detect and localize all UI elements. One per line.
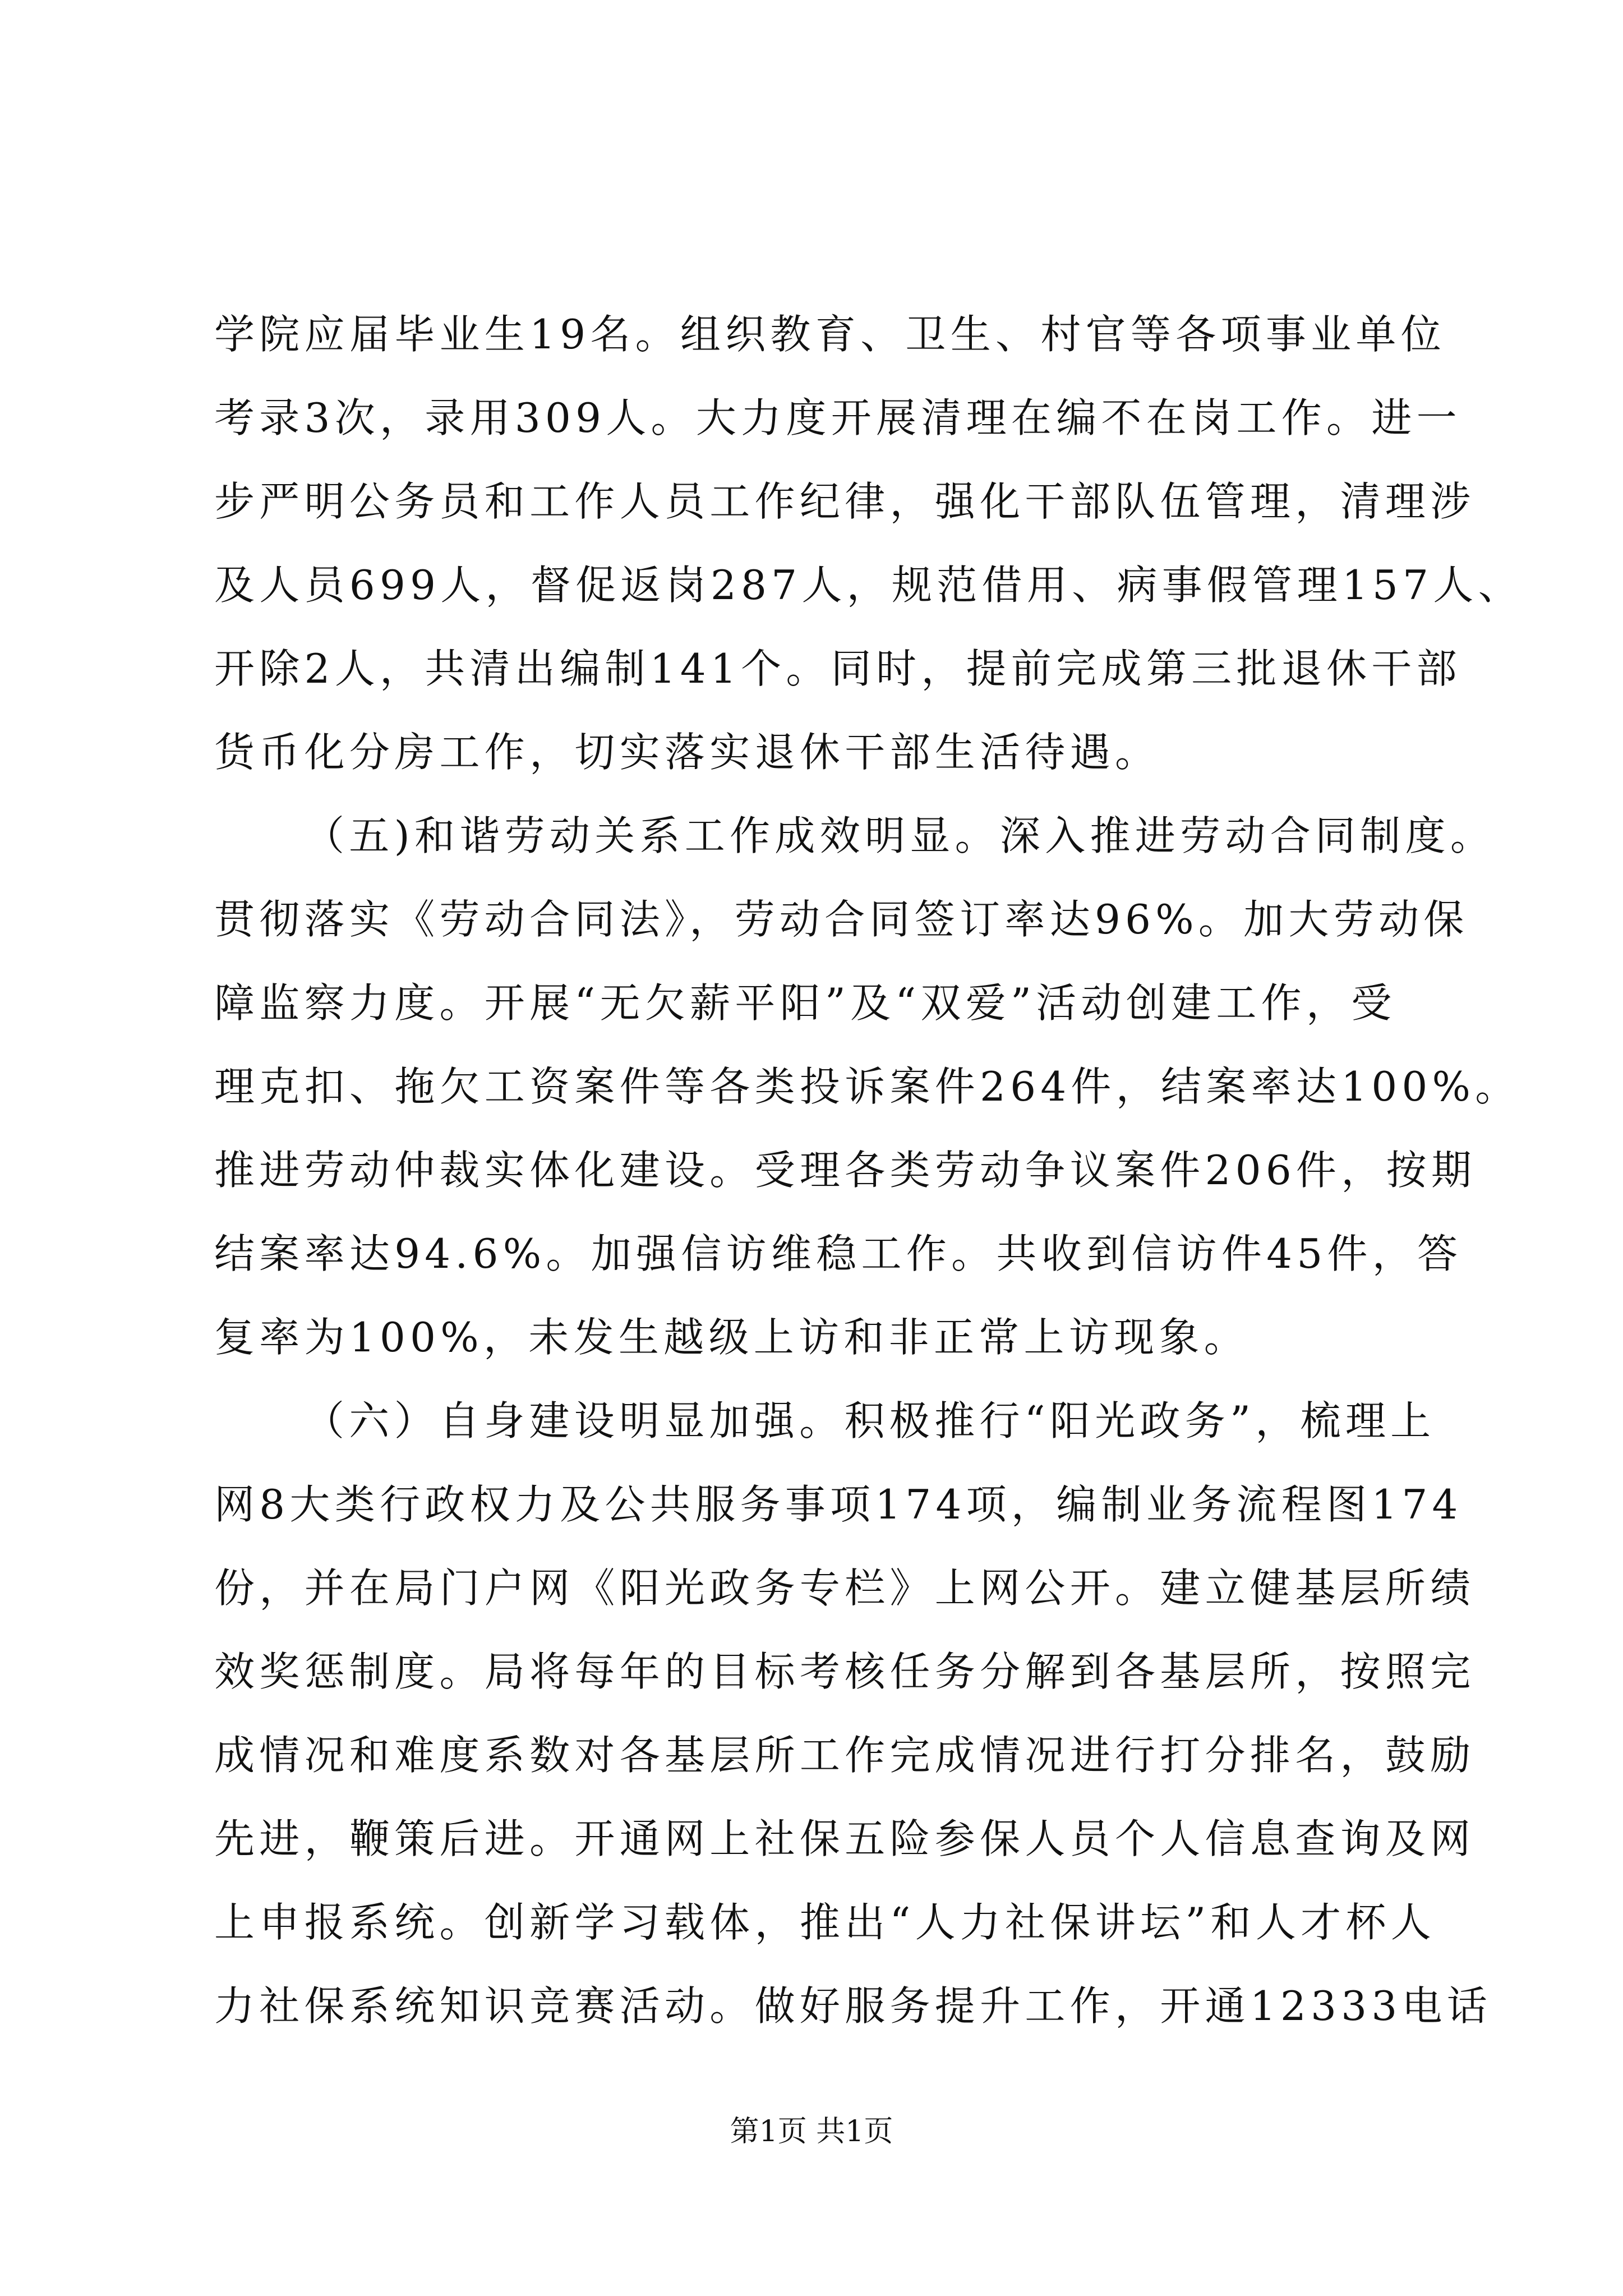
text-line: 考录3次，录用309人。大力度开展清理在编不在岗工作。进一 bbox=[214, 394, 1461, 441]
text-line: 成情况和难度系数对各基层所工作完成情况进行打分排名，鼓励 bbox=[214, 1732, 1476, 1779]
text-line: 份，并在局门户网《阳光政务专栏》上网公开。建立健基层所绩 bbox=[214, 1565, 1476, 1612]
text-line: 先进，鞭策后进。开通网上社保五险参保人员个人信息查询及网 bbox=[214, 1815, 1476, 1862]
paragraph-start-line: （六）自身建设明显加强。积极推行“阳光政务”，梳理上 bbox=[304, 1397, 1436, 1444]
text-line: 力社保系统知识竞赛活动。做好服务提升工作，开通12333电话 bbox=[214, 1982, 1492, 2030]
text-line: 贯彻落实《劳动合同法》，劳动合同签订率达96%。加大劳动保 bbox=[214, 896, 1469, 943]
body-text bbox=[214, 293, 1523, 2048]
text-line: 步严明公务员和工作人员工作纪律，强化干部队伍管理，清理涉 bbox=[214, 478, 1476, 525]
text-line: 货币化分房工作，切实落实退休干部生活待遇。 bbox=[214, 729, 1160, 776]
paragraph-start-line: （五)和谐劳动关系工作成效明显。深入推进劳动合同制度。 bbox=[304, 812, 1496, 859]
text-line: 推进劳动仲裁实体化建设。受理各类劳动争议案件206件，按期 bbox=[214, 1147, 1477, 1194]
text-line: 效奖惩制度。局将每年的目标考核任务分解到各基层所，按照完 bbox=[214, 1648, 1476, 1695]
text-line: 网8大类行政权力及公共服务事项174项，编制业务流程图174 bbox=[214, 1481, 1463, 1528]
text-line: 障监察力度。开展“无欠薪平阳”及“双爱”活动创建工作，受 bbox=[214, 979, 1396, 1027]
text-line: 及人员699人，督促返岗287人，规范借用、病事假管理157人、 bbox=[214, 562, 1523, 609]
text-line: 复率为100%，未发生越级上访和非正常上访现象。 bbox=[214, 1314, 1249, 1361]
page-footer: 第1页 共1页 bbox=[730, 2115, 893, 2148]
text-line: 结案率达94.6%。加强信访维稳工作。共收到信访件45件，答 bbox=[214, 1230, 1463, 1277]
text-line: 理克扣、拖欠工资案件等各类投诉案件264件，结案率达100%。 bbox=[214, 1063, 1520, 1110]
text-line: 开除2人，共清出编制141个。同时，提前完成第三批退休干部 bbox=[214, 645, 1461, 692]
text-line: 上申报系统。创新学习载体，推出“人力社保讲坛”和人才杯人 bbox=[214, 1899, 1436, 1946]
text-line: 学院应届毕业生19名。组织教育、卫生、村官等各项事业单位 bbox=[214, 311, 1446, 358]
